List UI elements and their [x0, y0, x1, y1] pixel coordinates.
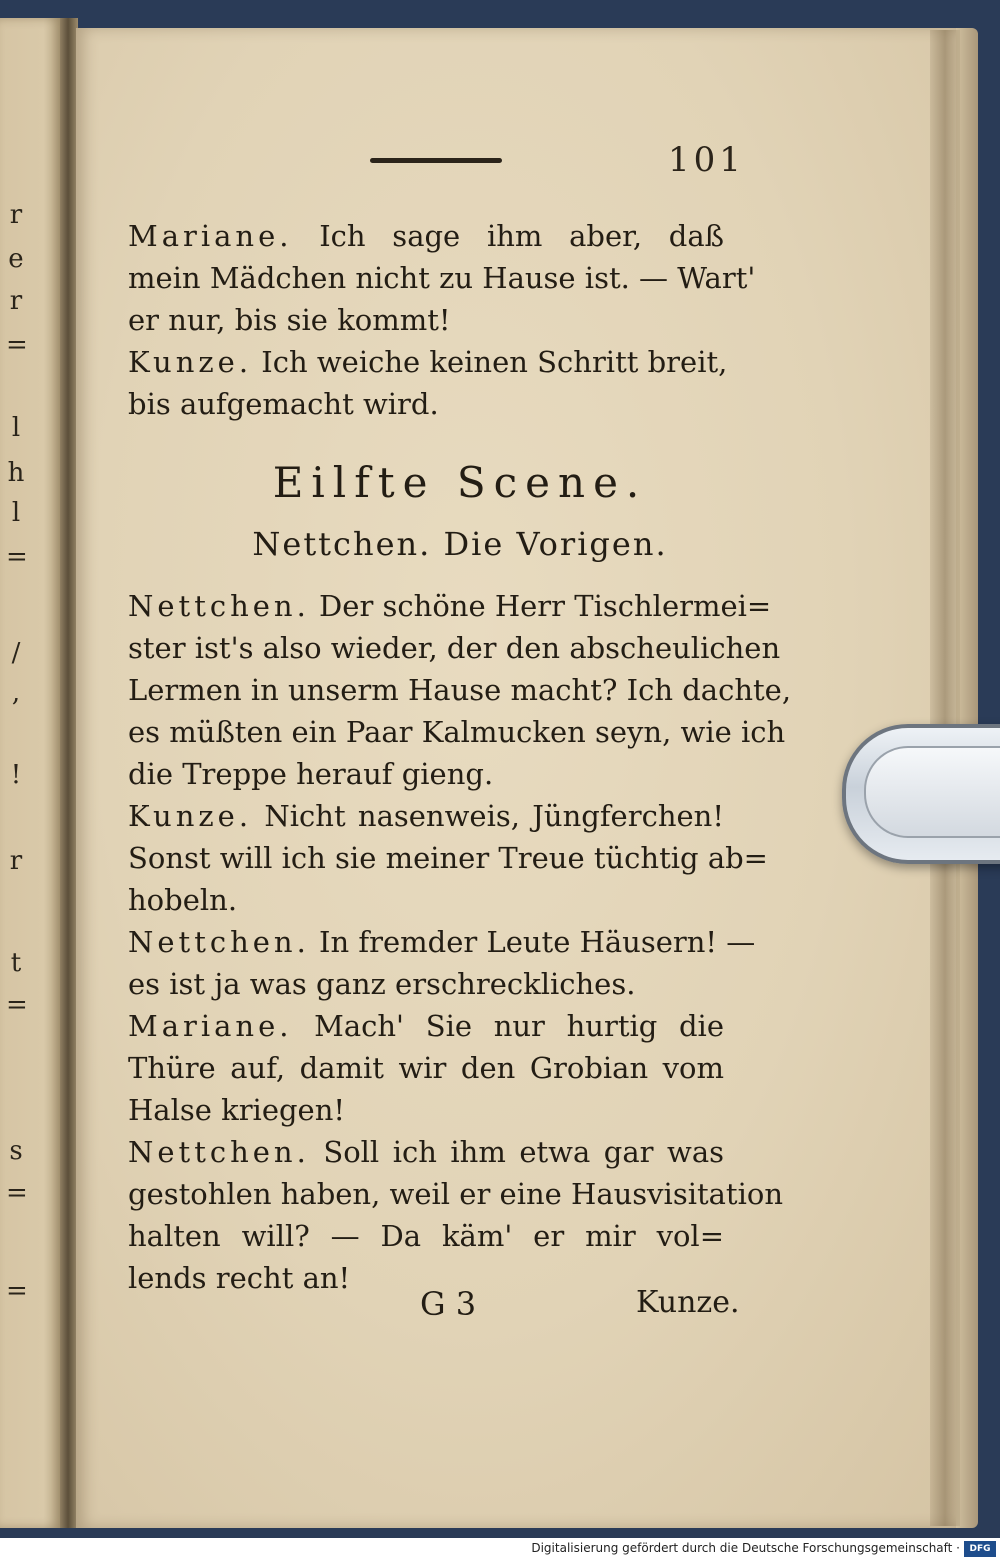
line-text: hobeln.: [128, 883, 238, 917]
left-margin-char: r: [9, 200, 23, 230]
left-margin-char: =: [6, 1178, 28, 1208]
line-text: Nicht nasenweis, Jüngferchen!: [264, 799, 724, 833]
page-clip-inner: [864, 746, 1000, 838]
left-margin-char: e: [8, 244, 24, 274]
line-text: Halse kriegen!: [128, 1093, 346, 1127]
line-text: In fremder Leute Häusern! —: [319, 925, 756, 959]
left-margin-char: h: [7, 458, 25, 488]
left-margin-char: =: [6, 330, 28, 360]
speaker-name: Nettchen.: [128, 925, 310, 959]
line-text: Der schöne Herr Tischlermei=: [319, 589, 772, 623]
text-line: [128, 1004, 724, 1048]
text-line: [128, 1088, 724, 1132]
text-line: [128, 626, 781, 670]
text-line: [128, 710, 786, 754]
text-line: [128, 584, 772, 628]
text-line: [128, 1046, 724, 1090]
line-text: mein Mädchen nicht zu Hause ist. — Wart': [128, 261, 756, 295]
left-margin-char: /: [11, 638, 21, 668]
text-line: [128, 382, 724, 426]
speaker-name: Kunze.: [128, 799, 253, 833]
speaker-name: Nettchen.: [128, 589, 310, 623]
signature-mark: G 3: [420, 1285, 477, 1323]
line-text: bis aufgemacht wird.: [128, 387, 439, 421]
text-line: [128, 256, 756, 300]
text-line: [128, 794, 724, 838]
scene-title: Eilfte Scene.: [272, 458, 648, 507]
line-text: Ich weiche keinen Schritt breit,: [261, 345, 728, 379]
text-line: [128, 340, 728, 384]
text-line: [128, 836, 768, 880]
page-clip: [842, 724, 1000, 864]
footer-bar: [0, 1538, 1000, 1561]
header-rule: [370, 158, 502, 163]
left-margin-char: t: [10, 948, 22, 978]
text-line: [128, 1214, 724, 1258]
dfg-logo: DFG: [964, 1541, 996, 1557]
speaker-name: Mariane.: [128, 219, 293, 253]
line-text: Ich sage ihm aber, daß: [319, 219, 724, 253]
line-text: gestohlen haben, weil er eine Hausvisitation: [128, 1177, 783, 1211]
text-line: [128, 668, 792, 712]
catchword: Kunze.: [636, 1285, 740, 1320]
footer-credit: Digitalisierung gefördert durch die Deutsche Forschungsgemeinschaft ·: [531, 1541, 960, 1555]
left-margin-char: !: [10, 760, 22, 790]
left-margin-char: s: [9, 1136, 23, 1166]
speaker-name: Kunze.: [128, 345, 253, 379]
scene-cast: Nettchen. Die Vorigen.: [252, 525, 668, 563]
left-margin-char: =: [6, 1276, 28, 1306]
left-margin-char: ,: [11, 678, 21, 708]
line-text: es ist ja was ganz erschreckliches.: [128, 967, 636, 1001]
text-line: [128, 752, 724, 796]
line-text: ster ist's also wieder, der den abscheulichen: [128, 631, 781, 665]
speaker-name: Mariane.: [128, 1009, 293, 1043]
line-text: er nur, bis sie kommt!: [128, 303, 451, 337]
line-text: Thüre auf, damit wir den Grobian vom: [128, 1051, 724, 1085]
text-line: [128, 962, 724, 1006]
line-text: Soll ich ihm etwa gar was: [323, 1135, 724, 1169]
speaker-name: Nettchen.: [128, 1135, 310, 1169]
line-text: Sonst will ich sie meiner Treue tüchtig ab=: [128, 841, 768, 875]
line-text: Mach' Sie nur hurtig die: [314, 1009, 724, 1043]
text-line: [128, 1172, 783, 1216]
left-margin-char: r: [9, 846, 23, 876]
text-line: [128, 214, 724, 258]
line-text: die Treppe herauf gieng.: [128, 757, 494, 791]
left-margin-char: l: [11, 498, 21, 528]
text-line: [128, 1130, 724, 1174]
page-number: 101: [668, 140, 745, 180]
line-text: halten will? — Da käm' er mir vol=: [128, 1219, 724, 1253]
left-margin-char: r: [9, 286, 23, 316]
left-margin-char: =: [6, 990, 28, 1020]
line-text: Lermen in unserm Hause macht? Ich dachte,: [128, 673, 792, 707]
left-margin-char: =: [6, 542, 28, 572]
line-text: lends recht an!: [128, 1261, 351, 1295]
left-margin-char: l: [11, 413, 21, 443]
line-text: es müßten ein Paar Kalmucken seyn, wie ich: [128, 715, 786, 749]
text-line: [128, 298, 724, 342]
text-line: [128, 920, 756, 964]
text-line: [128, 878, 724, 922]
left-page: [0, 18, 62, 1528]
